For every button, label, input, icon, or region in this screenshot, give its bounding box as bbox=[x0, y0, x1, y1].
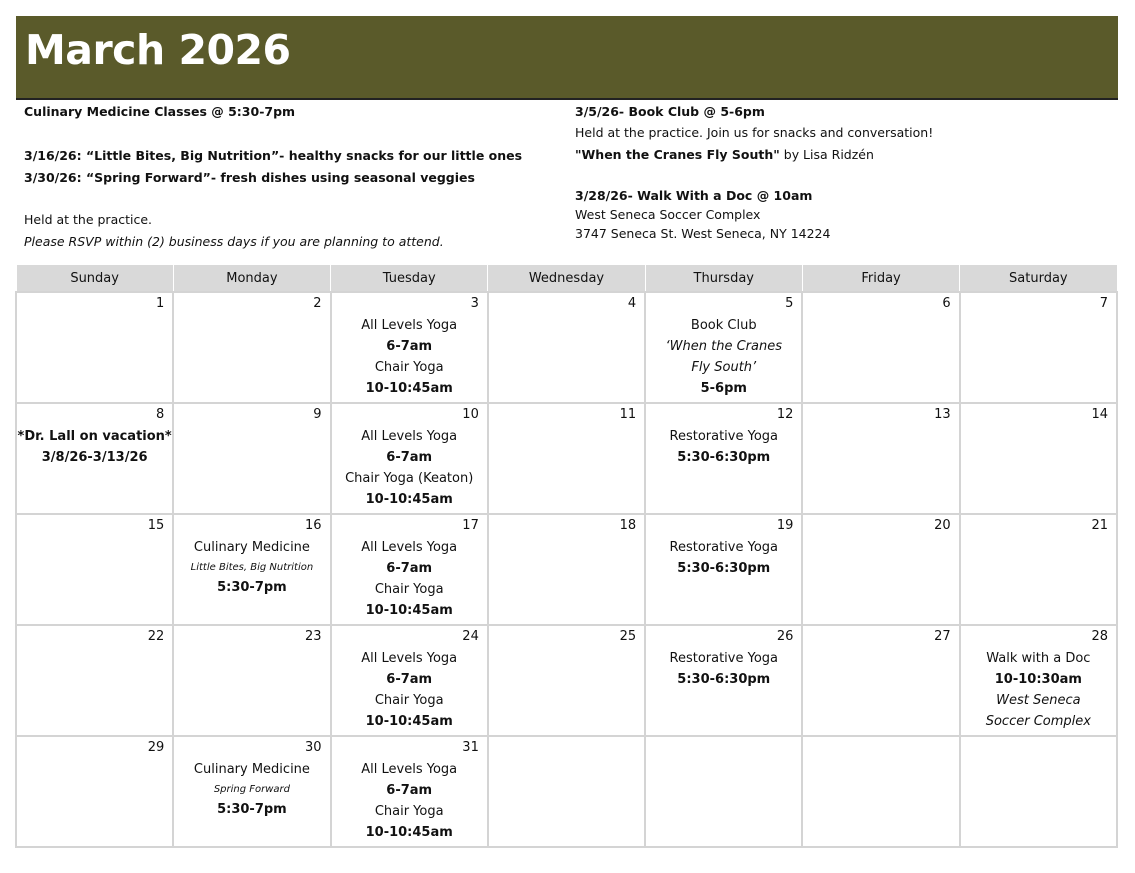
book-title: "When the Cranes Fly South" bbox=[575, 147, 780, 162]
day-events bbox=[332, 537, 487, 621]
day-cell bbox=[960, 514, 1117, 625]
day-number: 8 bbox=[156, 407, 165, 422]
day-number: 9 bbox=[313, 407, 322, 422]
day-number: 21 bbox=[1091, 518, 1108, 533]
day-cell bbox=[173, 514, 330, 625]
event-line: 5:30-6:30pm bbox=[677, 450, 771, 465]
event-line: All Levels Yoga bbox=[361, 540, 458, 555]
day-events bbox=[646, 315, 801, 399]
weekday-thursday: Thursday bbox=[645, 265, 802, 292]
day-cell bbox=[960, 292, 1117, 403]
day-events bbox=[174, 537, 329, 598]
day-cell bbox=[488, 403, 645, 514]
event-line: All Levels Yoga bbox=[361, 318, 458, 333]
title-banner bbox=[16, 16, 1118, 100]
day-number: 6 bbox=[942, 296, 951, 311]
day-cell bbox=[173, 292, 330, 403]
day-cell bbox=[331, 292, 488, 403]
day-cell bbox=[645, 403, 802, 514]
day-number: 4 bbox=[627, 296, 637, 311]
event-line: Soccer Complex bbox=[985, 714, 1091, 729]
event-line: 5-6pm bbox=[700, 381, 747, 396]
culinary-location: Held at the practice. bbox=[24, 212, 153, 227]
day-number: 14 bbox=[1091, 407, 1108, 422]
event-line: 10-10:45am bbox=[365, 381, 453, 396]
event-line: Chair Yoga bbox=[374, 360, 444, 375]
day-number: 10 bbox=[462, 407, 479, 422]
event-line: 5:30-6:30pm bbox=[677, 672, 771, 687]
event-line: 6-7am bbox=[386, 783, 433, 798]
event-line: Chair Yoga bbox=[374, 582, 444, 597]
day-events bbox=[332, 648, 487, 732]
day-number: 1 bbox=[156, 296, 165, 311]
day-number bbox=[646, 737, 801, 759]
event-line: 5:30-7pm bbox=[217, 580, 287, 595]
event-line: Book Club bbox=[690, 318, 757, 333]
event-line: 6-7am bbox=[386, 339, 433, 354]
day-number bbox=[803, 737, 958, 759]
calendar-week-row bbox=[16, 625, 1117, 736]
weekday-saturday: Saturday bbox=[960, 265, 1117, 292]
weekday-header-row bbox=[16, 265, 1117, 292]
day-cell bbox=[331, 736, 488, 847]
calendar-grid bbox=[15, 265, 1118, 848]
day-number bbox=[961, 737, 1116, 759]
event-line: 5:30-6:30pm bbox=[677, 561, 771, 576]
day-cell bbox=[173, 403, 330, 514]
day-cell bbox=[645, 514, 802, 625]
day-number: 28 bbox=[1091, 629, 1108, 644]
event-line: Culinary Medicine bbox=[193, 540, 310, 555]
day-cell bbox=[645, 292, 802, 403]
day-cell bbox=[802, 736, 959, 847]
weekday-sunday: Sunday bbox=[16, 265, 173, 292]
day-cell bbox=[16, 736, 173, 847]
events-info bbox=[575, 106, 1115, 256]
day-number: 19 bbox=[776, 518, 794, 533]
day-events bbox=[961, 648, 1116, 732]
day-cell bbox=[960, 625, 1117, 736]
day-number: 12 bbox=[776, 407, 794, 422]
day-events bbox=[332, 426, 487, 510]
day-cell bbox=[16, 292, 173, 403]
event-line: 10-10:45am bbox=[365, 714, 453, 729]
day-cell bbox=[488, 514, 645, 625]
day-cell bbox=[802, 403, 959, 514]
event-line: All Levels Yoga bbox=[361, 651, 458, 666]
day-number: 27 bbox=[934, 629, 951, 644]
day-cell bbox=[16, 403, 173, 514]
day-events bbox=[17, 426, 172, 468]
calendar-week-row bbox=[16, 403, 1117, 514]
event-line: ‘When the Cranes bbox=[665, 339, 782, 354]
event-line: 10-10:45am bbox=[365, 492, 453, 507]
day-cell bbox=[645, 736, 802, 847]
event-line: West Seneca bbox=[996, 693, 1081, 708]
event-line: 6-7am bbox=[386, 450, 433, 465]
weekday-wednesday: Wednesday bbox=[488, 265, 645, 292]
walk-place: West Seneca Soccer Complex bbox=[575, 207, 761, 222]
day-number: 30 bbox=[305, 740, 322, 755]
event-line: Chair Yoga bbox=[374, 804, 444, 819]
day-number: 29 bbox=[147, 740, 165, 755]
page-title: March 2026 bbox=[25, 26, 291, 74]
day-cell bbox=[802, 625, 959, 736]
culinary-info bbox=[24, 106, 564, 256]
day-number: 20 bbox=[934, 518, 951, 533]
day-cell bbox=[16, 514, 173, 625]
culinary-heading: Culinary Medicine Classes @ 5:30-7pm bbox=[24, 104, 296, 119]
event-line: Chair Yoga bbox=[374, 693, 444, 708]
day-events bbox=[332, 315, 487, 399]
day-number bbox=[489, 737, 644, 759]
event-line: 10-10:45am bbox=[365, 603, 453, 618]
day-cell bbox=[16, 625, 173, 736]
walk-heading: 3/28/26- Walk With a Doc @ 10am bbox=[575, 188, 813, 203]
weekday-tuesday: Tuesday bbox=[331, 265, 488, 292]
day-cell bbox=[488, 292, 645, 403]
event-line: Fly South’ bbox=[691, 360, 757, 375]
day-events bbox=[646, 426, 801, 468]
event-line: Restorative Yoga bbox=[669, 429, 779, 444]
bookclub-description: Held at the practice. Join us for snacks and conversation! bbox=[575, 125, 934, 140]
day-cell bbox=[960, 403, 1117, 514]
day-number: 26 bbox=[776, 629, 794, 644]
event-line: Chair Yoga (Keaton) bbox=[345, 471, 474, 486]
event-line: Restorative Yoga bbox=[669, 651, 779, 666]
day-cell bbox=[331, 403, 488, 514]
day-number: 24 bbox=[462, 629, 479, 644]
event-line: All Levels Yoga bbox=[361, 429, 458, 444]
day-events bbox=[646, 537, 801, 579]
event-line: 10-10:30am bbox=[994, 672, 1082, 687]
weekday-friday: Friday bbox=[802, 265, 959, 292]
day-number: 18 bbox=[619, 518, 637, 533]
day-number: 7 bbox=[1099, 296, 1108, 311]
day-cell bbox=[488, 625, 645, 736]
day-number: 16 bbox=[305, 518, 322, 533]
event-line: 10-10:45am bbox=[365, 825, 453, 840]
day-number: 17 bbox=[462, 518, 479, 533]
calendar-week-row bbox=[16, 736, 1117, 847]
calendar-week-row bbox=[16, 292, 1117, 403]
event-line: 6-7am bbox=[386, 561, 433, 576]
day-cell bbox=[960, 736, 1117, 847]
weekday-monday: Monday bbox=[173, 265, 330, 292]
day-number: 13 bbox=[934, 407, 951, 422]
event-line: Culinary Medicine bbox=[193, 762, 310, 777]
event-line: Restorative Yoga bbox=[669, 540, 779, 555]
event-line: Little Bites, Big Nutrition bbox=[190, 562, 314, 573]
walk-address: 3747 Seneca St. West Seneca, NY 14224 bbox=[575, 226, 831, 241]
day-events bbox=[646, 648, 801, 690]
day-number: 23 bbox=[305, 629, 322, 644]
event-line: All Levels Yoga bbox=[361, 762, 458, 777]
book-author: by Lisa Ridzén bbox=[779, 147, 874, 162]
day-cell bbox=[331, 514, 488, 625]
bookclub-heading: 3/5/26- Book Club @ 5-6pm bbox=[575, 104, 765, 119]
day-cell bbox=[173, 625, 330, 736]
day-cell bbox=[802, 292, 959, 403]
day-cell bbox=[645, 625, 802, 736]
book-line bbox=[575, 149, 874, 162]
rsvp-note: Please RSVP within (2) business days if you are planning to attend. bbox=[24, 234, 444, 249]
day-number: 11 bbox=[619, 407, 637, 422]
culinary-class-1: 3/16/26: “Little Bites, Big Nutrition”- healthy snacks for our little ones bbox=[24, 148, 523, 163]
day-number: 25 bbox=[619, 629, 637, 644]
event-line: 5:30-7pm bbox=[217, 802, 287, 817]
event-line: Spring Forward bbox=[213, 784, 291, 795]
day-number: 15 bbox=[147, 518, 165, 533]
day-cell bbox=[488, 736, 645, 847]
day-number: 5 bbox=[785, 296, 794, 311]
day-number: 3 bbox=[470, 296, 479, 311]
day-events bbox=[332, 759, 487, 843]
day-events bbox=[174, 759, 329, 820]
day-cell bbox=[802, 514, 959, 625]
event-line: 6-7am bbox=[386, 672, 433, 687]
day-number: 22 bbox=[147, 629, 165, 644]
calendar-week-row bbox=[16, 514, 1117, 625]
event-line: 3/8/26-3/13/26 bbox=[41, 450, 148, 465]
event-line: *Dr. Lall on vacation* bbox=[17, 429, 172, 444]
day-number: 2 bbox=[313, 296, 322, 311]
calendar-body bbox=[16, 292, 1117, 847]
day-number: 31 bbox=[462, 740, 479, 755]
culinary-class-2: 3/30/26: “Spring Forward”- fresh dishes using seasonal veggies bbox=[24, 170, 475, 185]
day-cell bbox=[331, 625, 488, 736]
day-cell bbox=[173, 736, 330, 847]
event-line: Walk with a Doc bbox=[986, 651, 1091, 666]
